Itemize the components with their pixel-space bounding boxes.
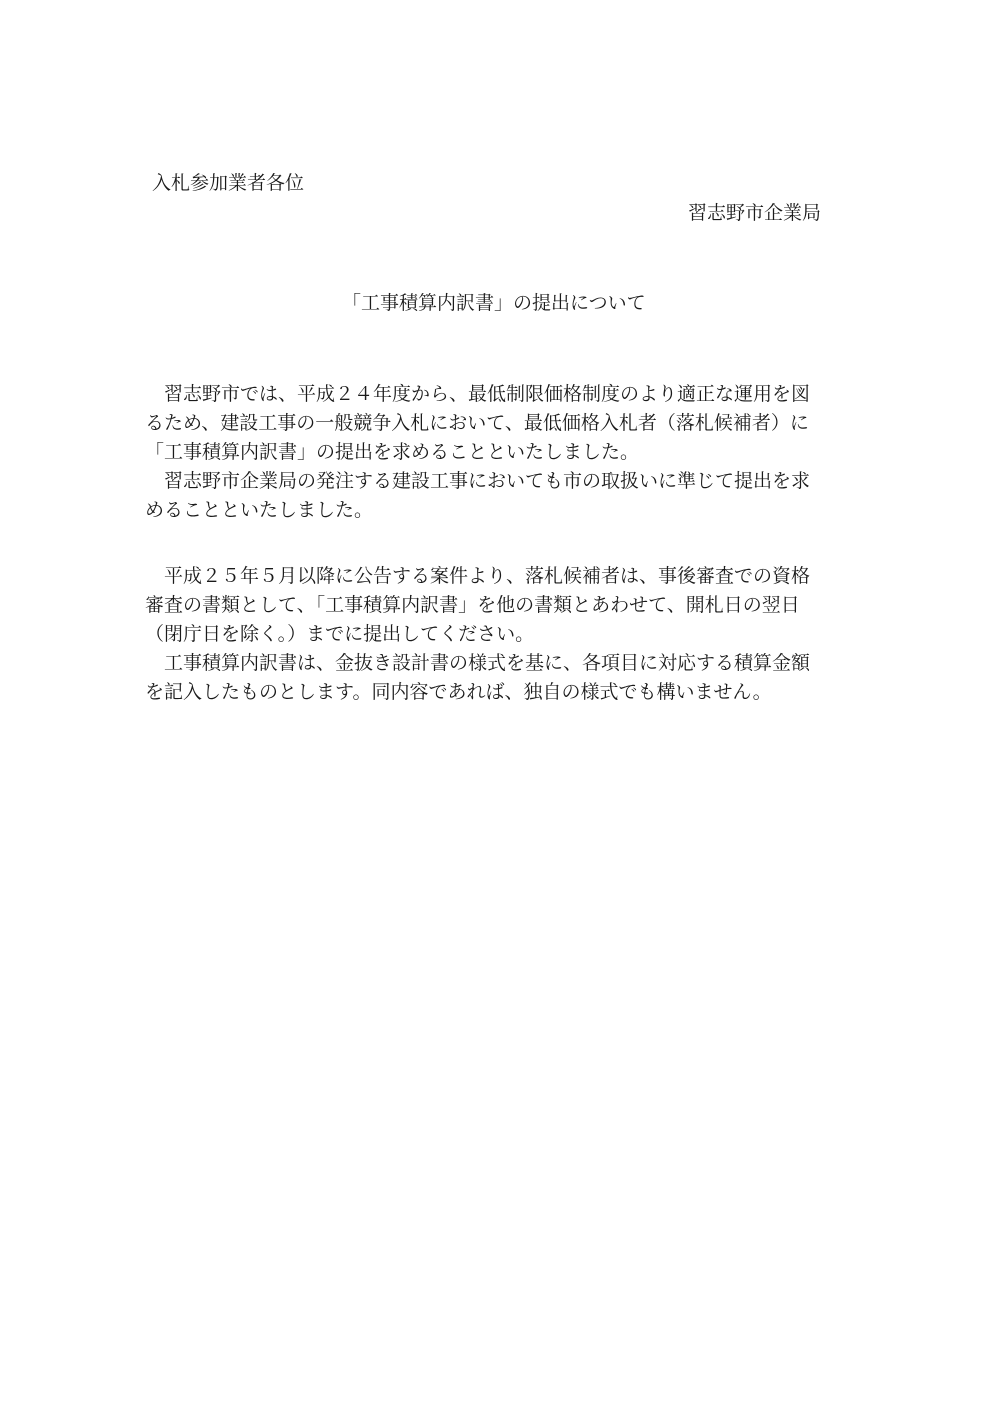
- body-line: るため、建設工事の一般競争入札において、最低価格入札者（落札候補者）に: [145, 412, 809, 434]
- body-line: 審査の書類として、「工事積算内訳書」を他の書類とあわせて、開札日の翌日: [145, 594, 800, 616]
- body-line: 「工事積算内訳書」の提出を求めることといたしました。: [145, 441, 640, 463]
- body-line: 習志野市では、平成２４年度から、最低制限価格制度のより適正な運用を図: [145, 383, 811, 405]
- document-title: 「工事積算内訳書」の提出について: [342, 292, 646, 314]
- body-line: めることといたしました。: [145, 499, 374, 521]
- body-line: 習志野市企業局の発注する建設工事においても市の取扱いに準じて提出を求: [145, 470, 811, 492]
- body-line: を記入したものとします。同内容であれば、独自の様式でも構いません。: [145, 681, 772, 703]
- body-paragraph-group-2: [145, 562, 810, 707]
- body-line: 平成２５年５月以降に公告する案件より、落札候補者は、事後審査での資格: [145, 565, 811, 587]
- addressee: 入札参加業者各位: [152, 172, 305, 194]
- body-paragraph-group-1: [145, 380, 810, 525]
- body-line: 工事積算内訳書は、金抜き設計書の様式を基に、各項目に対応する積算金額: [145, 652, 811, 674]
- body-line: （閉庁日を除く。）までに提出してください。: [145, 623, 535, 645]
- sender: 習志野市企業局: [688, 202, 822, 224]
